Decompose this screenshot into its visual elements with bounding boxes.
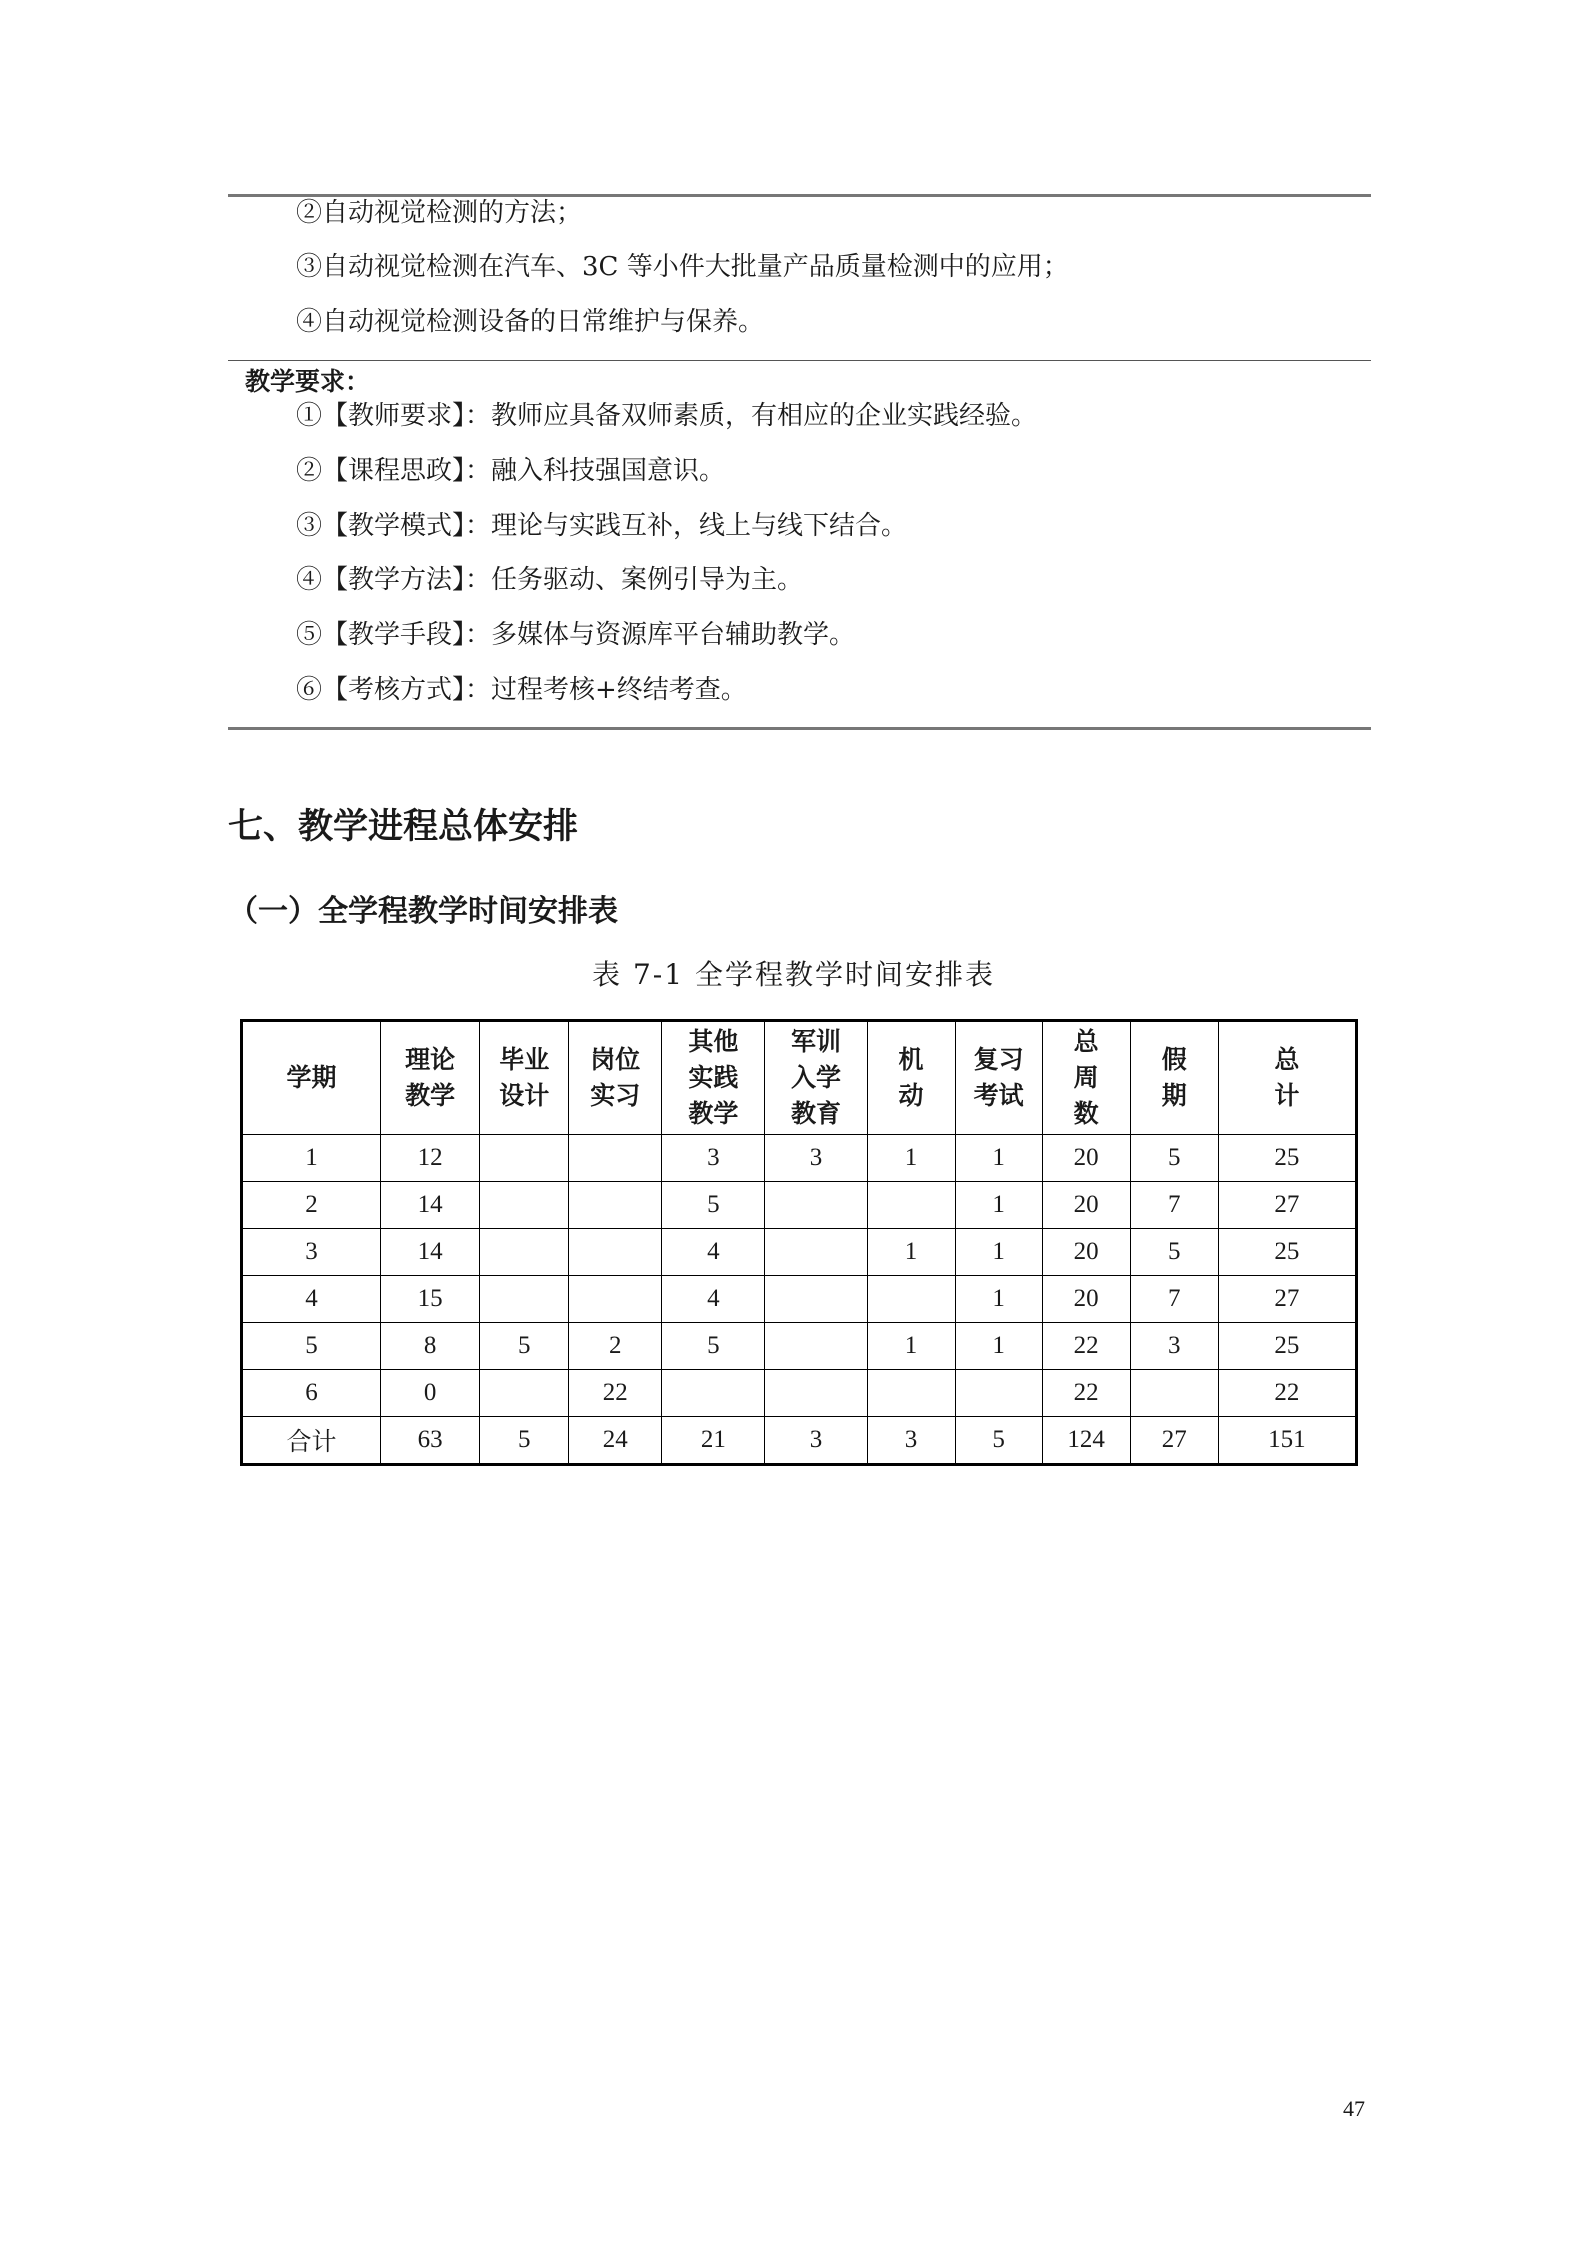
column-header <box>867 1021 955 1135</box>
column-header-line: 教育 <box>790 1099 841 1128</box>
column-header-line: 其他 <box>688 1027 739 1056</box>
column-header-line: 实习 <box>590 1081 641 1110</box>
table-cell: 4 <box>242 1276 381 1323</box>
table-cell: 12 <box>381 1135 480 1182</box>
table-cell <box>480 1182 569 1229</box>
table-cell: 22 <box>569 1370 662 1417</box>
table-cell <box>662 1370 765 1417</box>
table-cell: 5 <box>1130 1229 1218 1276</box>
table-cell: 4 <box>662 1276 765 1323</box>
table-cell <box>765 1370 867 1417</box>
requirement-item: ③【教学模式】：理论与实践互补，线上与线下结合。 <box>296 511 908 541</box>
table-cell: 1 <box>955 1229 1042 1276</box>
table-cell: 27 <box>1218 1276 1356 1323</box>
table-cell: 6 <box>242 1370 381 1417</box>
section-title: 七、教学进程总体安排 <box>228 807 579 847</box>
table-cell <box>569 1135 662 1182</box>
content-item: ③自动视觉检测在汽车、3C 等小件大批量产品质量检测中的应用； <box>296 252 1069 282</box>
table-cell: 1 <box>955 1323 1042 1370</box>
table-cell: 7 <box>1130 1276 1218 1323</box>
table-cell: 5 <box>1130 1135 1218 1182</box>
table-cell: 151 <box>1218 1417 1356 1465</box>
column-header-line: 动 <box>898 1081 924 1110</box>
column-header-line: 岗位 <box>590 1045 641 1074</box>
column-header-line: 数 <box>1073 1099 1099 1128</box>
column-header-line: 期 <box>1161 1081 1187 1110</box>
table-cell: 4 <box>662 1229 765 1276</box>
table-cell: 21 <box>662 1417 765 1465</box>
requirement-item: ④【教学方法】：任务驱动、案例引导为主。 <box>296 565 804 595</box>
column-header-line: 计 <box>1274 1081 1300 1110</box>
table-cell <box>569 1229 662 1276</box>
column-header-line: 入学 <box>790 1063 841 1092</box>
column-header-line: 复习 <box>973 1045 1024 1074</box>
content-item: ④自动视觉检测设备的日常维护与保养。 <box>296 307 765 337</box>
table-cell <box>480 1370 569 1417</box>
column-header-line: 设计 <box>499 1081 550 1110</box>
table-cell: 合计 <box>242 1417 381 1465</box>
table-cell: 27 <box>1218 1182 1356 1229</box>
column-header-line: 机 <box>898 1045 924 1074</box>
table-cell: 20 <box>1042 1276 1130 1323</box>
table-cell: 3 <box>242 1229 381 1276</box>
table-cell <box>867 1370 955 1417</box>
column-header <box>1130 1021 1218 1135</box>
column-header <box>381 1021 480 1135</box>
table-cell <box>569 1276 662 1323</box>
column-header <box>955 1021 1042 1135</box>
table-cell: 1 <box>867 1135 955 1182</box>
table-cell: 25 <box>1218 1323 1356 1370</box>
table-cell: 3 <box>1130 1323 1218 1370</box>
table-cell: 22 <box>1042 1370 1130 1417</box>
table-cell: 5 <box>662 1323 765 1370</box>
table-cell <box>480 1276 569 1323</box>
column-header-line: 考试 <box>973 1081 1024 1110</box>
table-cell: 14 <box>381 1229 480 1276</box>
schedule-table <box>240 1019 1358 1466</box>
table-cell: 1 <box>867 1323 955 1370</box>
table-cell: 22 <box>1218 1370 1356 1417</box>
table-cell <box>480 1229 569 1276</box>
table-cell <box>1130 1370 1218 1417</box>
column-header-line: 周 <box>1073 1063 1099 1092</box>
requirement-item: ①【教师要求】：教师应具备双师素质，有相应的企业实践经验。 <box>296 401 1038 431</box>
column-header-line: 总 <box>1274 1045 1300 1074</box>
table-cell: 22 <box>1042 1323 1130 1370</box>
table-cell: 7 <box>1130 1182 1218 1229</box>
table-cell: 5 <box>662 1182 765 1229</box>
column-header <box>662 1021 765 1135</box>
table-cell: 25 <box>1218 1229 1356 1276</box>
table-cell: 5 <box>480 1417 569 1465</box>
table-cell <box>765 1182 867 1229</box>
table-cell <box>867 1182 955 1229</box>
table-cell <box>765 1276 867 1323</box>
column-header <box>1042 1021 1130 1135</box>
table-cell: 3 <box>867 1417 955 1465</box>
column-header-line: 教学 <box>405 1081 456 1110</box>
table-cell: 8 <box>381 1323 480 1370</box>
table-cell: 5 <box>480 1323 569 1370</box>
table-cell: 5 <box>242 1323 381 1370</box>
column-header-line: 实践 <box>688 1063 739 1092</box>
table-cell <box>569 1182 662 1229</box>
table-cell: 20 <box>1042 1229 1130 1276</box>
column-header-line: 理论 <box>405 1045 456 1074</box>
table-cell: 15 <box>381 1276 480 1323</box>
table-row <box>242 1370 1357 1417</box>
table-cell: 1 <box>955 1182 1042 1229</box>
column-header-line: 总 <box>1073 1027 1099 1056</box>
table-cell <box>867 1276 955 1323</box>
table-cell <box>955 1370 1042 1417</box>
table-row <box>242 1276 1357 1323</box>
requirement-item: ②【课程思政】：融入科技强国意识。 <box>296 456 726 486</box>
column-header <box>480 1021 569 1135</box>
table-cell: 20 <box>1042 1182 1130 1229</box>
table-cell: 2 <box>569 1323 662 1370</box>
table-cell <box>480 1135 569 1182</box>
table-cell: 2 <box>242 1182 381 1229</box>
table-row <box>242 1323 1357 1370</box>
column-header <box>1218 1021 1356 1135</box>
column-header-line: 教学 <box>688 1099 739 1128</box>
table-cell <box>765 1323 867 1370</box>
table-cell: 3 <box>662 1135 765 1182</box>
table-cell: 1 <box>242 1135 381 1182</box>
table-row <box>242 1182 1357 1229</box>
bottom-rule <box>228 727 1371 730</box>
column-header <box>569 1021 662 1135</box>
table-cell: 24 <box>569 1417 662 1465</box>
total-row <box>242 1417 1357 1465</box>
table-cell: 3 <box>765 1135 867 1182</box>
content-item: ②自动视觉检测的方法； <box>296 198 583 228</box>
divider-rule <box>228 360 1371 361</box>
requirement-item: ⑥【考核方式】：过程考核+终结考查。 <box>296 675 747 705</box>
table-cell: 27 <box>1130 1417 1218 1465</box>
table-cell: 0 <box>381 1370 480 1417</box>
table-cell: 14 <box>381 1182 480 1229</box>
requirements-title: 教学要求： <box>245 367 371 396</box>
table-cell: 20 <box>1042 1135 1130 1182</box>
table-cell: 25 <box>1218 1135 1356 1182</box>
page-number: 47 <box>1343 2096 1365 2121</box>
column-header <box>765 1021 867 1135</box>
column-header-line: 假 <box>1161 1045 1187 1074</box>
column-header-line: 军训 <box>790 1027 841 1056</box>
table-cell: 5 <box>955 1417 1042 1465</box>
table-cell: 124 <box>1042 1417 1130 1465</box>
table-cell <box>765 1229 867 1276</box>
requirement-item: ⑤【教学手段】：多媒体与资源库平台辅助教学。 <box>296 620 856 650</box>
header-row <box>242 1021 1357 1135</box>
table-row <box>242 1135 1357 1182</box>
table-cell: 3 <box>765 1417 867 1465</box>
subsection-title: （一）全学程教学时间安排表 <box>228 894 618 929</box>
table-cell: 1 <box>955 1276 1042 1323</box>
table-cell: 1 <box>955 1135 1042 1182</box>
table-caption: 表 7-1 全学程教学时间安排表 <box>592 958 995 991</box>
table-cell: 63 <box>381 1417 480 1465</box>
table-cell: 1 <box>867 1229 955 1276</box>
table-row <box>242 1229 1357 1276</box>
column-header-line: 学期 <box>286 1063 337 1092</box>
column-header <box>242 1021 381 1135</box>
column-header-line: 毕业 <box>499 1045 550 1074</box>
